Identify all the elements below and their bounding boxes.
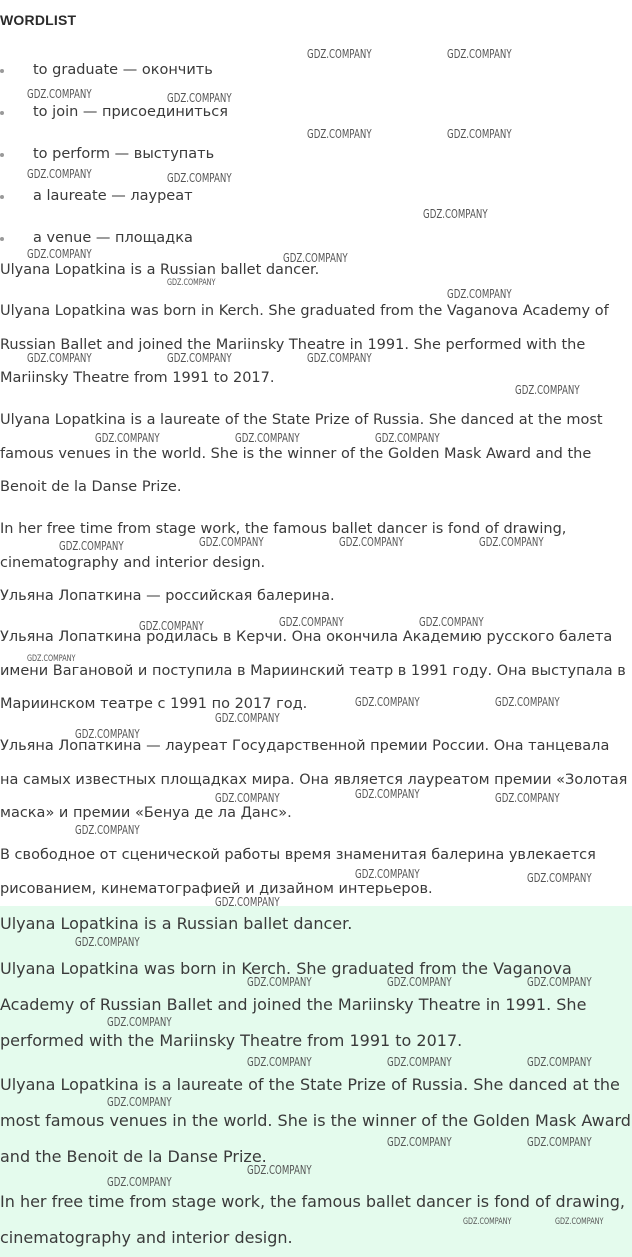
watermark: GDZ.COMPANY	[107, 1175, 172, 1189]
watermark: GDZ.COMPANY	[95, 431, 160, 445]
watermark: GDZ.COMPANY	[527, 975, 592, 989]
watermark: GDZ.COMPANY	[247, 975, 312, 989]
watermark: GDZ.COMPANY	[75, 727, 140, 741]
watermark: GDZ.COMPANY	[527, 871, 592, 885]
watermark: GDZ.COMPANY	[447, 127, 512, 141]
watermark: GDZ.COMPANY	[387, 975, 452, 989]
watermark: GDZ.COMPANY	[27, 247, 92, 261]
wordlist-item	[16, 228, 193, 248]
watermark: GDZ.COMPANY	[419, 615, 484, 629]
highlighted-paragraph: Ulyana Lopatkina is a Russian ballet dancer.	[0, 914, 353, 933]
watermark: GDZ.COMPANY	[479, 535, 544, 549]
watermark: GDZ.COMPANY	[279, 615, 344, 629]
wordlist-item-text: to perform — выступать	[33, 146, 215, 162]
russian-paragraph: Ульяна Лопаткина — российская балерина.	[0, 588, 335, 604]
highlighted-paragraph: Ulyana Lopatkina was born in Kerch. She graduated from the Vaganova Academy of Russian Ballet and joined the Mariinsky Theatre in 1991. She performed with the Mariinsky Theatre from 1991 to 2017.	[0, 959, 587, 1050]
watermark: GDZ.COMPANY	[447, 47, 512, 61]
watermark: GDZ.COMPANY	[139, 619, 204, 633]
russian-paragraph: В свободное от сценической работы время знаменитая балерина увлекается рисованием, кинематографией и дизайном интерьеров.	[0, 847, 596, 897]
watermark: GDZ.COMPANY	[463, 1217, 512, 1227]
watermark: GDZ.COMPANY	[215, 895, 280, 909]
watermark: GDZ.COMPANY	[247, 1163, 312, 1177]
watermark: GDZ.COMPANY	[307, 47, 372, 61]
english-paragraph: In her free time from stage work, the famous ballet dancer is fond of drawing, cinematography and interior design.	[0, 521, 567, 571]
watermark: GDZ.COMPANY	[167, 278, 216, 288]
watermark: GDZ.COMPANY	[215, 791, 280, 805]
wordlist-item	[16, 186, 193, 206]
wordlist-item	[16, 144, 214, 164]
watermark: GDZ.COMPANY	[215, 711, 280, 725]
watermark: GDZ.COMPANY	[247, 1055, 312, 1069]
wordlist-heading: WORDLIST	[0, 12, 77, 28]
watermark: GDZ.COMPANY	[387, 1055, 452, 1069]
watermark: GDZ.COMPANY	[515, 383, 580, 397]
watermark: GDZ.COMPANY	[355, 787, 420, 801]
watermark: GDZ.COMPANY	[27, 167, 92, 181]
highlighted-paragraph: Ulyana Lopatkina is a laureate of the State Prize of Russia. She danced at the most famous venues in the world. She is the winner of the Golden Mask Award and the Benoit de la Danse Prize.	[0, 1075, 631, 1166]
wordlist-item	[16, 60, 213, 80]
english-paragraph: Ulyana Lopatkina was born in Kerch. She graduated from the Vaganova Academy of Russian Ballet and joined the Mariinsky Theatre in 1991. She performed with the Mariinsky Theatre from 1991 to 2017.	[0, 303, 609, 386]
english-paragraph: Ulyana Lopatkina is a Russian ballet dancer.	[0, 262, 320, 278]
watermark: GDZ.COMPANY	[355, 867, 420, 881]
watermark: GDZ.COMPANY	[307, 127, 372, 141]
watermark: GDZ.COMPANY	[339, 535, 404, 549]
watermark: GDZ.COMPANY	[27, 654, 76, 664]
watermark: GDZ.COMPANY	[107, 1095, 172, 1109]
watermark: GDZ.COMPANY	[527, 1055, 592, 1069]
watermark: GDZ.COMPANY	[495, 695, 560, 709]
watermark: GDZ.COMPANY	[387, 1135, 452, 1149]
watermark: GDZ.COMPANY	[167, 91, 232, 105]
english-paragraph: Ulyana Lopatkina is a laureate of the State Prize of Russia. She danced at the most famous venues in the world. She is the winner of the Golden Mask Award and the Benoit de la Danse Prize.	[0, 412, 603, 495]
watermark: GDZ.COMPANY	[27, 351, 92, 365]
wordlist-item	[16, 102, 228, 122]
watermark: GDZ.COMPANY	[447, 287, 512, 301]
watermark: GDZ.COMPANY	[495, 791, 560, 805]
watermark: GDZ.COMPANY	[527, 1135, 592, 1149]
watermark: GDZ.COMPANY	[167, 351, 232, 365]
watermark: GDZ.COMPANY	[199, 535, 264, 549]
watermark: GDZ.COMPANY	[75, 935, 140, 949]
watermark: GDZ.COMPANY	[307, 351, 372, 365]
watermark: GDZ.COMPANY	[59, 539, 124, 553]
watermark: GDZ.COMPANY	[75, 823, 140, 837]
watermark: GDZ.COMPANY	[27, 87, 92, 101]
watermark: GDZ.COMPANY	[555, 1217, 604, 1227]
watermark: GDZ.COMPANY	[235, 431, 300, 445]
watermark: GDZ.COMPANY	[283, 251, 348, 265]
wordlist-item-text: to join — присоединиться	[33, 104, 228, 120]
watermark: GDZ.COMPANY	[355, 695, 420, 709]
russian-paragraph: Ульяна Лопаткина — лауреат Государственной премии России. Она танцевала на самых известных площадках мира. Она является лауреатом премии «Золотая маска» и премии «Бенуа де ла Данс».	[0, 738, 628, 821]
highlighted-text-block	[0, 906, 632, 1257]
wordlist-item-text: to graduate — окончить	[33, 62, 213, 78]
watermark: GDZ.COMPANY	[375, 431, 440, 445]
highlighted-paragraph: In her free time from stage work, the famous ballet dancer is fond of drawing, cinematography and interior design.	[0, 1192, 625, 1247]
watermark: GDZ.COMPANY	[167, 171, 232, 185]
russian-paragraph: Ульяна Лопаткина родилась в Керчи. Она окончила Академию русского балета имени Вагановой и поступила в Мариинский театр в 1991 году. Она выступала в Мариинском театре с 1991 по 2017 год.	[0, 629, 626, 712]
watermark: GDZ.COMPANY	[423, 207, 488, 221]
watermark: GDZ.COMPANY	[107, 1015, 172, 1029]
wordlist-item-text: a venue — площадка	[33, 230, 193, 246]
wordlist-item-text: a laureate — лауреат	[33, 188, 193, 204]
